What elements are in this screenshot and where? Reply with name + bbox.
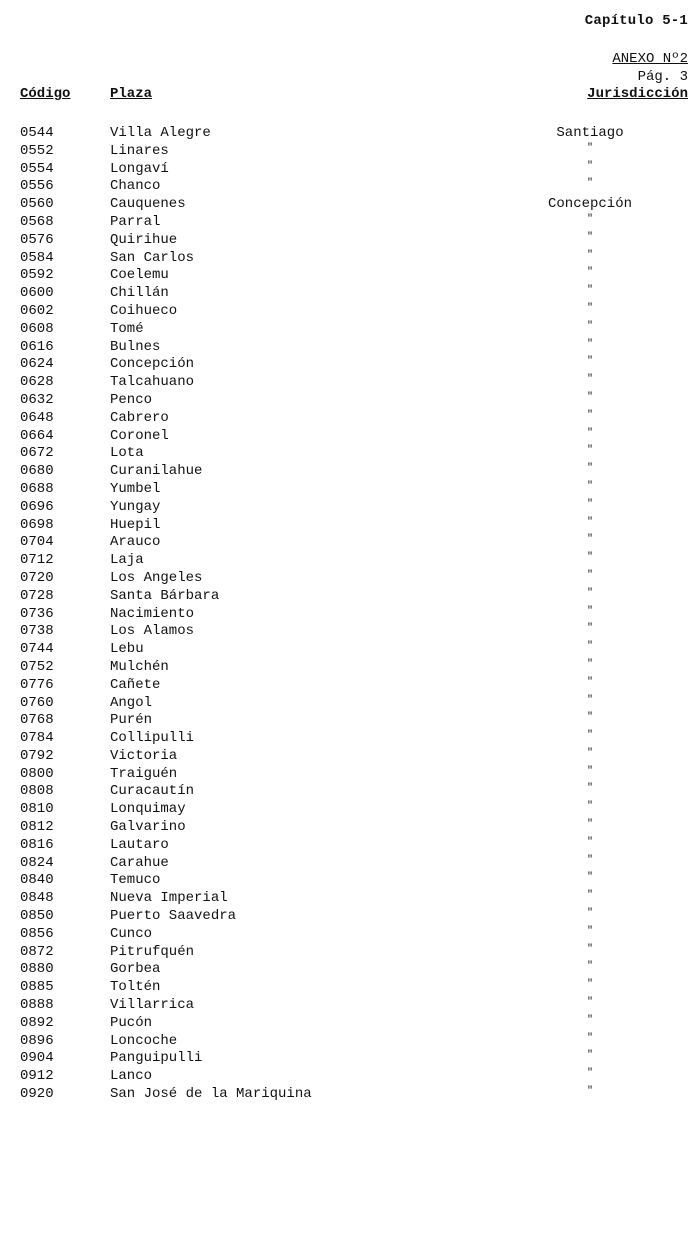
row-jurisdiction: "	[586, 979, 593, 991]
chapter-title: Capítulo 5-1	[584, 13, 688, 29]
row-plaza: San Carlos	[110, 249, 195, 266]
row-jurisdiction: "	[586, 1086, 593, 1098]
plaza-list	[0, 125, 700, 1104]
table-row	[0, 783, 700, 801]
row-plaza: Linares	[110, 142, 169, 159]
row-code: 0885	[20, 979, 54, 996]
row-jurisdiction: "	[586, 961, 593, 973]
row-jurisdiction: "	[586, 694, 593, 706]
row-jurisdiction: "	[586, 747, 593, 759]
table-row	[0, 196, 700, 214]
row-code: 0912	[20, 1068, 54, 1085]
table-row	[0, 926, 700, 944]
row-jurisdiction: "	[586, 641, 593, 653]
row-code: 0816	[20, 836, 54, 853]
row-code: 0584	[20, 249, 54, 266]
row-code: 0592	[20, 267, 54, 284]
table-row	[0, 890, 700, 908]
row-plaza: Tomé	[110, 320, 144, 337]
row-code: 0560	[20, 196, 54, 213]
table-row	[0, 677, 700, 695]
table-row	[0, 1068, 700, 1086]
column-header-code: Código	[20, 86, 71, 102]
row-code: 0648	[20, 409, 54, 426]
row-jurisdiction: "	[586, 819, 593, 831]
table-row	[0, 570, 700, 588]
row-jurisdiction: "	[586, 658, 593, 670]
table-row	[0, 356, 700, 374]
row-plaza: Cañete	[110, 676, 161, 693]
row-plaza: Talcahuano	[110, 374, 195, 391]
row-code: 0554	[20, 160, 54, 177]
row-jurisdiction: "	[586, 374, 593, 386]
row-plaza: Purén	[110, 712, 153, 729]
row-plaza: Quirihue	[110, 231, 178, 248]
column-header-jurisdiction: Jurisdicción	[587, 86, 688, 102]
table-row	[0, 837, 700, 855]
table-row	[0, 125, 700, 143]
row-jurisdiction: Concepción	[547, 196, 632, 213]
row-jurisdiction: "	[586, 338, 593, 350]
row-code: 0544	[20, 125, 54, 141]
row-plaza: Cunco	[110, 925, 153, 942]
row-jurisdiction: Santiago	[556, 125, 624, 141]
row-plaza: Laja	[110, 552, 144, 569]
row-code: 0792	[20, 747, 54, 764]
table-row	[0, 730, 700, 748]
row-jurisdiction: "	[586, 213, 593, 225]
row-code: 0736	[20, 605, 54, 622]
row-plaza: Los Angeles	[110, 569, 203, 586]
table-row	[0, 997, 700, 1015]
row-plaza: Yungay	[110, 498, 161, 515]
row-jurisdiction: "	[586, 801, 593, 813]
row-plaza: Chillán	[110, 285, 169, 302]
table-row	[0, 855, 700, 873]
row-plaza: Carahue	[110, 854, 169, 871]
row-plaza: Chanco	[110, 178, 161, 195]
row-code: 0608	[20, 320, 54, 337]
row-jurisdiction: "	[586, 480, 593, 492]
row-code: 0776	[20, 676, 54, 693]
table-row	[0, 339, 700, 357]
table-row	[0, 410, 700, 428]
row-jurisdiction: "	[586, 552, 593, 564]
annex-label: ANEXO Nº2	[612, 51, 688, 67]
row-code: 0628	[20, 374, 54, 391]
row-plaza: Nacimiento	[110, 605, 195, 622]
row-code: 0602	[20, 302, 54, 319]
row-plaza: Villa Alegre	[110, 125, 211, 141]
row-plaza: Temuco	[110, 872, 161, 889]
table-row	[0, 712, 700, 730]
row-plaza: Huepil	[110, 516, 161, 533]
row-jurisdiction: "	[586, 516, 593, 528]
table-row	[0, 303, 700, 321]
table-row	[0, 499, 700, 517]
row-code: 0808	[20, 783, 54, 800]
row-plaza: Lanco	[110, 1068, 153, 1085]
table-row	[0, 1086, 700, 1104]
row-code: 0904	[20, 1050, 54, 1067]
row-code: 0698	[20, 516, 54, 533]
row-jurisdiction: "	[586, 623, 593, 635]
table-row	[0, 285, 700, 303]
row-jurisdiction: "	[586, 1032, 593, 1044]
row-code: 0632	[20, 391, 54, 408]
table-row	[0, 552, 700, 570]
row-plaza: Victoria	[110, 747, 178, 764]
row-plaza: Curanilahue	[110, 463, 203, 480]
table-row	[0, 659, 700, 677]
row-code: 0552	[20, 142, 54, 159]
row-jurisdiction: "	[586, 302, 593, 314]
row-code: 0624	[20, 356, 54, 373]
row-plaza: Villarrica	[110, 997, 195, 1014]
row-plaza: Yumbel	[110, 480, 161, 497]
row-jurisdiction: "	[586, 445, 593, 457]
row-code: 0568	[20, 213, 54, 230]
row-code: 0738	[20, 623, 54, 640]
row-plaza: Concepción	[110, 356, 195, 373]
row-code: 0888	[20, 997, 54, 1014]
table-row	[0, 641, 700, 659]
row-jurisdiction: "	[586, 783, 593, 795]
row-code: 0784	[20, 730, 54, 747]
table-row	[0, 534, 700, 552]
row-code: 0872	[20, 943, 54, 960]
row-code: 0824	[20, 854, 54, 871]
row-jurisdiction: "	[586, 1050, 593, 1062]
table-row	[0, 979, 700, 997]
table-row	[0, 748, 700, 766]
row-jurisdiction: "	[586, 498, 593, 510]
table-row	[0, 1015, 700, 1033]
row-jurisdiction: "	[586, 872, 593, 884]
table-row	[0, 267, 700, 285]
row-plaza: Coihueco	[110, 302, 178, 319]
row-plaza: Coronel	[110, 427, 169, 444]
row-code: 0744	[20, 641, 54, 658]
row-plaza: Arauco	[110, 534, 161, 551]
row-plaza: Curacautín	[110, 783, 195, 800]
table-row	[0, 819, 700, 837]
row-jurisdiction: "	[586, 356, 593, 368]
row-plaza: Longaví	[110, 160, 169, 177]
row-jurisdiction: "	[586, 267, 593, 279]
table-row	[0, 517, 700, 535]
table-row	[0, 445, 700, 463]
row-jurisdiction: "	[586, 463, 593, 475]
row-jurisdiction: "	[586, 943, 593, 955]
row-code: 0704	[20, 534, 54, 551]
row-code: 0600	[20, 285, 54, 302]
table-row	[0, 232, 700, 250]
row-jurisdiction: "	[586, 712, 593, 724]
row-plaza: Lebu	[110, 641, 144, 658]
table-row	[0, 766, 700, 784]
table-row	[0, 872, 700, 890]
row-code: 0760	[20, 694, 54, 711]
table-row	[0, 695, 700, 713]
row-plaza: Coelemu	[110, 267, 169, 284]
row-plaza: Lota	[110, 445, 144, 462]
row-plaza: Pucón	[110, 1014, 153, 1031]
row-plaza: Panguipulli	[110, 1050, 203, 1067]
table-row	[0, 143, 700, 161]
row-code: 0812	[20, 819, 54, 836]
row-jurisdiction: "	[586, 427, 593, 439]
table-row	[0, 463, 700, 481]
row-code: 0892	[20, 1014, 54, 1031]
table-row	[0, 428, 700, 446]
row-code: 0688	[20, 480, 54, 497]
table-row	[0, 481, 700, 499]
row-code: 0696	[20, 498, 54, 515]
row-plaza: Lonquimay	[110, 801, 186, 818]
table-row	[0, 801, 700, 819]
row-plaza: Santa Bárbara	[110, 587, 220, 604]
table-row	[0, 161, 700, 179]
row-code: 0810	[20, 801, 54, 818]
row-code: 0556	[20, 178, 54, 195]
table-row	[0, 178, 700, 196]
row-jurisdiction: "	[586, 605, 593, 617]
table-row	[0, 1050, 700, 1068]
row-jurisdiction: "	[586, 160, 593, 172]
row-code: 0680	[20, 463, 54, 480]
row-plaza: Galvarino	[110, 819, 186, 836]
row-plaza: San José de la Mariquina	[110, 1086, 312, 1103]
row-jurisdiction: "	[586, 231, 593, 243]
row-plaza: Puerto Saavedra	[110, 908, 237, 925]
row-jurisdiction: "	[586, 320, 593, 332]
row-code: 0856	[20, 925, 54, 942]
row-code: 0850	[20, 908, 54, 925]
row-jurisdiction: "	[586, 925, 593, 937]
row-jurisdiction: "	[586, 676, 593, 688]
table-row	[0, 321, 700, 339]
row-code: 0672	[20, 445, 54, 462]
row-plaza: Nueva Imperial	[110, 890, 228, 907]
row-code: 0752	[20, 658, 54, 675]
row-jurisdiction: "	[586, 1014, 593, 1026]
row-code: 0712	[20, 552, 54, 569]
row-plaza: Lautaro	[110, 836, 169, 853]
row-plaza: Angol	[110, 694, 153, 711]
row-jurisdiction: "	[586, 730, 593, 742]
row-code: 0840	[20, 872, 54, 889]
table-row	[0, 623, 700, 641]
row-code: 0920	[20, 1086, 54, 1103]
row-plaza: Traiguén	[110, 765, 178, 782]
table-row	[0, 588, 700, 606]
row-jurisdiction: "	[586, 1068, 593, 1080]
row-jurisdiction: "	[586, 765, 593, 777]
row-code: 0880	[20, 961, 54, 978]
row-code: 0576	[20, 231, 54, 248]
row-jurisdiction: "	[586, 836, 593, 848]
row-jurisdiction: "	[586, 249, 593, 261]
page-number: Pág. 3	[637, 69, 688, 85]
row-plaza: Gorbea	[110, 961, 161, 978]
table-row	[0, 606, 700, 624]
row-code: 0664	[20, 427, 54, 444]
row-plaza: Penco	[110, 391, 153, 408]
row-code: 0768	[20, 712, 54, 729]
table-row	[0, 214, 700, 232]
row-jurisdiction: "	[586, 569, 593, 581]
row-jurisdiction: "	[586, 890, 593, 902]
row-jurisdiction: "	[586, 997, 593, 1009]
row-plaza: Pitrufquén	[110, 943, 195, 960]
row-plaza: Collipulli	[110, 730, 195, 747]
row-jurisdiction: "	[586, 142, 593, 154]
row-code: 0800	[20, 765, 54, 782]
row-plaza: Toltén	[110, 979, 161, 996]
row-code: 0720	[20, 569, 54, 586]
row-plaza: Loncoche	[110, 1032, 178, 1049]
row-jurisdiction: "	[586, 534, 593, 546]
row-code: 0728	[20, 587, 54, 604]
row-jurisdiction: "	[586, 908, 593, 920]
row-code: 0616	[20, 338, 54, 355]
table-row	[0, 908, 700, 926]
row-plaza: Mulchén	[110, 658, 169, 675]
row-jurisdiction: "	[586, 285, 593, 297]
row-jurisdiction: "	[586, 587, 593, 599]
row-jurisdiction: "	[586, 409, 593, 421]
row-plaza: Los Alamos	[110, 623, 195, 640]
row-plaza: Parral	[110, 213, 161, 230]
column-header-plaza: Plaza	[110, 86, 153, 102]
table-row	[0, 250, 700, 268]
row-code: 0848	[20, 890, 54, 907]
table-row	[0, 944, 700, 962]
table-row	[0, 1033, 700, 1051]
row-jurisdiction: "	[586, 854, 593, 866]
row-plaza: Bulnes	[110, 338, 161, 355]
row-code: 0896	[20, 1032, 54, 1049]
row-jurisdiction: "	[586, 391, 593, 403]
table-row	[0, 374, 700, 392]
row-jurisdiction: "	[586, 178, 593, 190]
table-row	[0, 392, 700, 410]
row-plaza: Cauquenes	[110, 196, 186, 213]
row-plaza: Cabrero	[110, 409, 169, 426]
table-row	[0, 961, 700, 979]
